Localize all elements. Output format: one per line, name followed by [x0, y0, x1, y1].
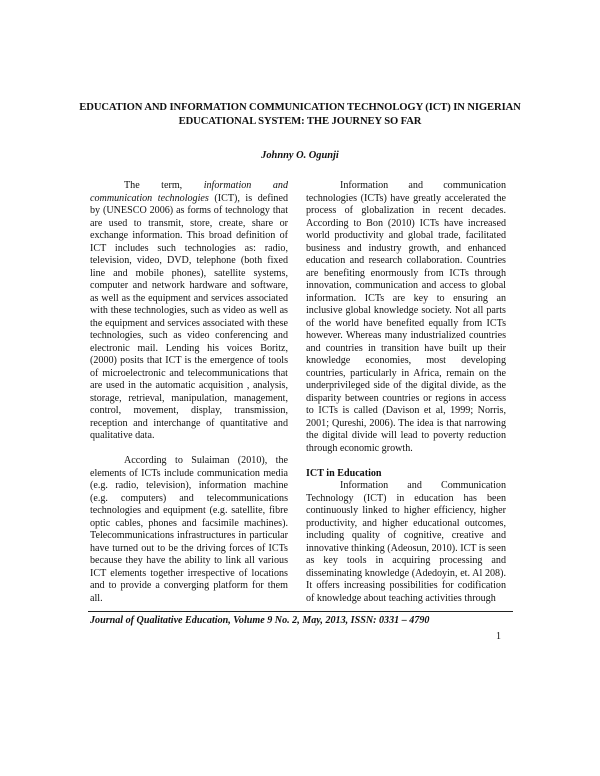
paper-title: EDUCATION AND INFORMATION COMMUNICATION TECHNOLOGY (ICT) IN NIGERIAN EDUCATIONAL SYSTEM: THE JOURNEY SO FAR	[79, 102, 521, 127]
p1-post: (ICT), is defined by (UNESCO 2006) as forms of technology that are used to transmit, store, create, share or exchange information. This broad definition of ICT includes such technologies as: radio, television, video, DVD, telephone (both fixed line and mobile phones), satellite systems, computer and network hardware and software, as well as the equipment and services associated with these technologies, such as video as well as the equipment and services associated with these technologies, such as video conferencing and electronic mail. Lending his voices Boritz, (2000) posits that ICT is the emergence of tools of microelectronic and telecommunications that are used in the automatic acquisition , analysis, storage, retrieval, manipulation, management, control, movement, display, transmission, reception and interchange of quantitative and qualitative data.	[90, 192, 288, 441]
right-paragraph-2: Information and Communication Technology (ICT) in education has been continuously linked to higher efficiency, higher productivity, and higher educational outcomes, including quality of cognitive, creative and innovative thinking (Adeosun, 2010). ICT is seen as key tools in acquiring processing and disseminating knowledge (Adedoyin, et. Al 208). It offers increasing possibilities for codification of knowledge about teaching activities through	[306, 480, 506, 604]
page-number: 1	[496, 631, 501, 642]
footer-rule	[88, 611, 513, 612]
right-paragraph-1: Information and communication technologies (ICTs) have greatly accelerated the process of globalization in recent decades. According to Bon (2010) ICTs have increased world productivity and global trade, facilitated business and industry growth, and enhanced education and research collaboration. Countries are benefiting enormously from ICTs through innovation, communication and access to global information. ICTs are key to ensuring an inclusive global knowledge society. Not all parts of the world have benefited equally from ICTs however. Whereas many industrialized countries and countries in transition have built up their knowledge economies, most developing countries, particularly in Africa, remain on the underprivileged side of the digital divide, as the disparity between countries or regions in access to ICTs is called (Davison et al, 1999; Norris, 2001; Qureshi, 2006). The idea is that narrowing the digital divide will lead to poverty reduction through economic growth.	[306, 180, 506, 454]
p1-italic-term: information and communication technologies	[90, 180, 288, 204]
left-column	[90, 180, 288, 618]
right-column	[306, 180, 506, 618]
section-heading: ICT in Education	[306, 467, 382, 479]
p1-pre: The term,	[124, 180, 204, 191]
left-paragraph-2: According to Sulaiman (2010), the elements of ICTs include communication media (e.g. radio, television), information machine (e.g. computers) and telecommunications technologies and equipment (e.g. satellite, fibre optic cables, phones and facsimile machines). Telecommunications infrastructures in particular have turned out to be the driving forces of ICTs because they have the ability to link all various ICT elements together irrespective of locations and to provide a converging platform for them all.	[90, 455, 288, 604]
left-paragraph-1	[90, 180, 288, 443]
author-name: Johnny O. Ogunji	[261, 150, 339, 161]
journal-footer: Journal of Qualitative Education, Volume 9 No. 2, May, 2013, ISSN: 0331 – 4790	[90, 615, 430, 626]
